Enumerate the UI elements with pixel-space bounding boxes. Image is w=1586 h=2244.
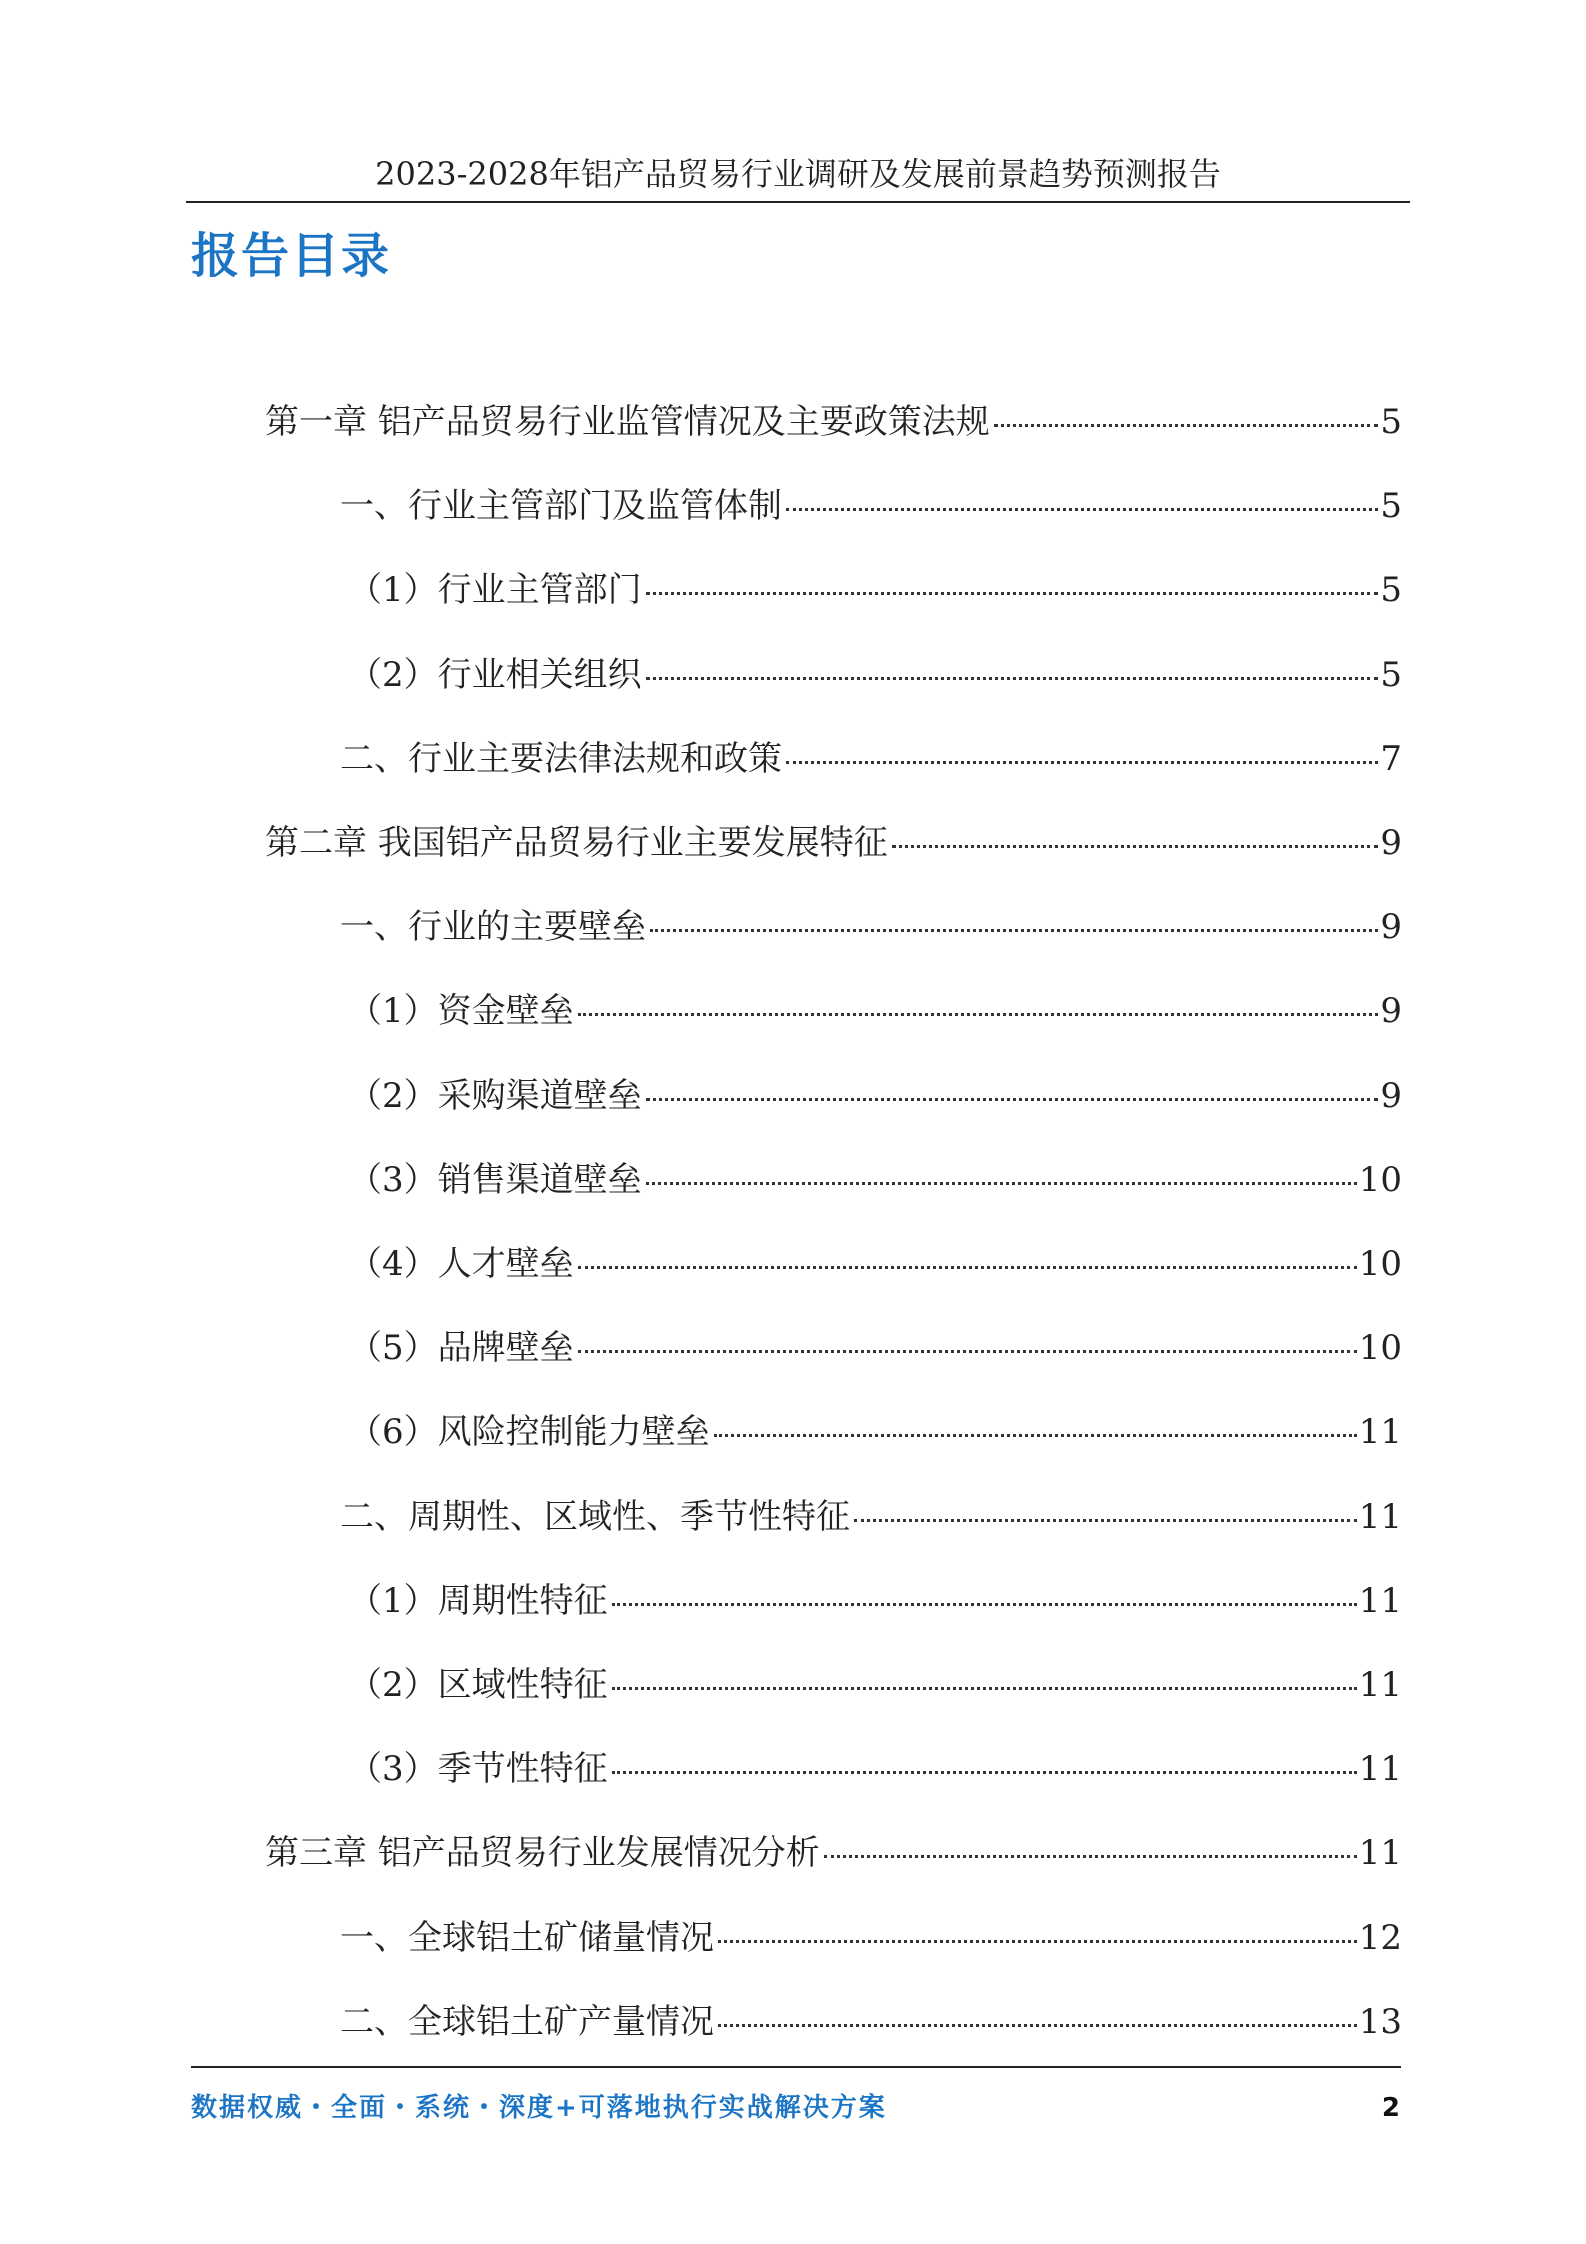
toc-dot-leader (824, 1855, 1357, 1858)
toc-entry-page-number: 11 (1358, 1412, 1402, 1452)
toc-dot-leader (786, 761, 1378, 764)
toc-entry[interactable] (340, 1998, 1402, 2046)
toc-entry[interactable] (348, 1661, 1402, 1709)
toc-entry-page-number: 11 (1358, 1497, 1402, 1537)
toc-dot-leader (646, 592, 1379, 595)
toc-entry-label: 一、全球铝土矿储量情况 (340, 1918, 714, 1958)
footer-slogan: 数据权威・全面・系统・深度+可落地执行实战解决方案 (191, 2093, 887, 2123)
toc-dot-leader (718, 2024, 1357, 2027)
toc-dot-leader (650, 929, 1378, 932)
toc-entry-label: 一、行业的主要壁垒 (340, 907, 646, 947)
toc-entry[interactable] (348, 1577, 1402, 1625)
toc-entry-page-number: 10 (1358, 1244, 1402, 1284)
toc-entry-page-number: 10 (1358, 1160, 1402, 1200)
toc-entry-label: （3）销售渠道壁垒 (348, 1160, 642, 1200)
toc-entry-page-number: 9 (1380, 823, 1402, 863)
toc-entry-label: （1）行业主管部门 (348, 570, 642, 610)
toc-entry[interactable] (348, 566, 1402, 614)
toc-entry-label: 第二章 我国铝产品贸易行业主要发展特征 (265, 823, 888, 863)
toc-dot-leader (612, 1687, 1357, 1690)
toc-entry[interactable] (340, 903, 1402, 951)
report-header-title: 2023-2028年铝产品贸易行业调研及发展前景趋势预测报告 (375, 155, 1221, 193)
toc-entry-label: 第一章 铝产品贸易行业监管情况及主要政策法规 (265, 402, 990, 442)
toc-entry[interactable] (348, 1072, 1402, 1120)
toc-dot-leader (578, 1013, 1379, 1016)
toc-dot-leader (892, 845, 1379, 848)
toc-entry[interactable] (348, 1408, 1402, 1456)
toc-entry[interactable] (265, 398, 1402, 446)
toc-entry-page-number: 11 (1358, 1749, 1402, 1789)
toc-entry-label: （4）人才壁垒 (348, 1244, 574, 1284)
toc-entry-label: （1）周期性特征 (348, 1581, 608, 1621)
toc-dot-leader (714, 1434, 1357, 1437)
toc-entry-label: （2）区域性特征 (348, 1665, 608, 1705)
toc-entry[interactable] (340, 1493, 1402, 1541)
toc-entry-label: （6）风险控制能力壁垒 (348, 1412, 710, 1452)
toc-entry-page-number: 9 (1380, 1076, 1402, 1116)
toc-entry-page-number: 13 (1358, 2002, 1402, 2042)
toc-dot-leader (612, 1603, 1357, 1606)
toc-entry-page-number: 5 (1380, 655, 1402, 695)
toc-dot-leader (786, 508, 1378, 511)
toc-dot-leader (646, 1182, 1357, 1185)
toc-entry[interactable] (348, 1240, 1402, 1288)
toc-dot-leader (646, 677, 1379, 680)
toc-entry-page-number: 11 (1358, 1833, 1402, 1873)
footer-page-number: 2 (1381, 2093, 1400, 2123)
toc-dot-leader (578, 1350, 1357, 1353)
toc-entry-page-number: 10 (1358, 1328, 1402, 1368)
toc-entry[interactable] (265, 819, 1402, 867)
toc-entry[interactable] (265, 1829, 1402, 1877)
toc-entry-page-number: 5 (1380, 570, 1402, 610)
toc-entry-page-number: 11 (1358, 1581, 1402, 1621)
footer-divider (191, 2066, 1401, 2068)
toc-entry[interactable] (340, 735, 1402, 783)
toc-entry[interactable] (348, 1324, 1402, 1372)
toc-entry-label: （2）行业相关组织 (348, 655, 642, 695)
toc-dot-leader (612, 1771, 1357, 1774)
toc-dot-leader (854, 1519, 1357, 1522)
toc-entry-page-number: 5 (1380, 402, 1402, 442)
toc-entry[interactable] (348, 987, 1402, 1035)
toc-entry-page-number: 9 (1380, 907, 1402, 947)
toc-entry-label: 二、周期性、区域性、季节性特征 (340, 1497, 850, 1537)
toc-entry[interactable] (348, 1156, 1402, 1204)
toc-entry-page-number: 9 (1380, 991, 1402, 1031)
toc-entry-label: （5）品牌壁垒 (348, 1328, 574, 1368)
toc-entry-label: 一、行业主管部门及监管体制 (340, 486, 782, 526)
toc-dot-leader (646, 1098, 1379, 1101)
toc-entry-page-number: 5 (1380, 486, 1402, 526)
toc-entry[interactable] (348, 1745, 1402, 1793)
toc-entry-label: 二、行业主要法律法规和政策 (340, 739, 782, 779)
toc-heading: 报告目录 (191, 228, 392, 284)
toc-entry[interactable] (340, 1914, 1402, 1962)
toc-entry-label: （3）季节性特征 (348, 1749, 608, 1789)
toc-entry[interactable] (348, 651, 1402, 699)
toc-entry-label: （2）采购渠道壁垒 (348, 1076, 642, 1116)
toc-dot-leader (718, 1940, 1357, 1943)
toc-entry-page-number: 7 (1380, 739, 1402, 779)
toc-entry-label: 二、全球铝土矿产量情况 (340, 2002, 714, 2042)
toc-dot-leader (994, 424, 1379, 427)
toc-entry-page-number: 12 (1358, 1918, 1402, 1958)
toc-entry[interactable] (340, 482, 1402, 530)
toc-dot-leader (578, 1266, 1357, 1269)
toc-entry-label: 第三章 铝产品贸易行业发展情况分析 (265, 1833, 820, 1873)
toc-entry-label: （1）资金壁垒 (348, 991, 574, 1031)
toc-entry-page-number: 11 (1358, 1665, 1402, 1705)
